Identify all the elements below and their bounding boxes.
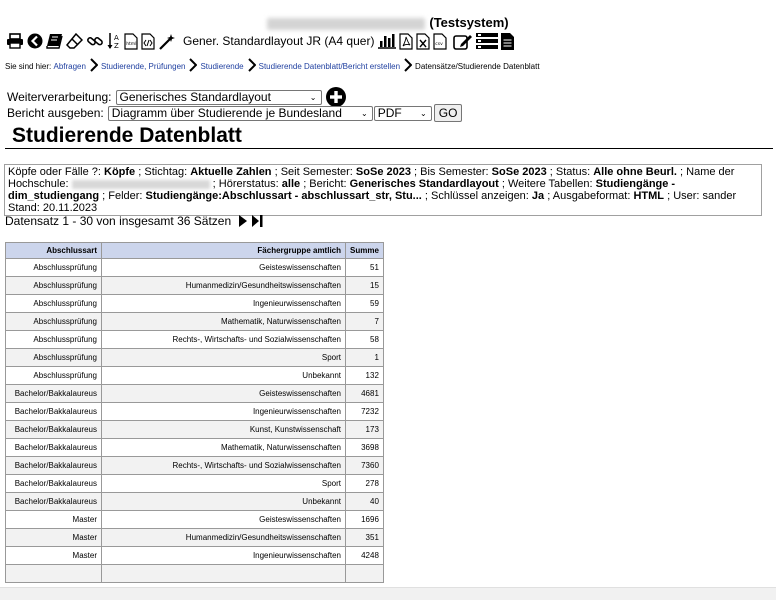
table-row — [6, 331, 384, 349]
breadcrumb — [5, 58, 540, 74]
cell-abschlussart: Abschlussprüfung — [6, 367, 102, 385]
filter-value: Aktuelle Zahlen — [190, 166, 272, 178]
record-count-text: Datensatz 1 - 30 von insgesamt 36 Sätzen — [5, 214, 232, 228]
svg-text:A: A — [114, 34, 119, 42]
cell-abschlussart: Abschlussprüfung — [6, 349, 102, 367]
toolbar — [6, 30, 517, 52]
cell-summe — [346, 565, 384, 583]
cell-abschlussart: Bachelor/Bakkalaureus — [6, 421, 102, 439]
print-icon[interactable] — [6, 33, 24, 49]
cell-faechergruppe: Geisteswissenschaften — [102, 511, 346, 529]
cell-faechergruppe: Ingenieurwissenschaften — [102, 403, 346, 421]
filter-label: ; Schlüssel anzeigen: — [424, 190, 529, 202]
institution-name-blurred — [267, 18, 425, 30]
layout-label: Gener. Standardlayout JR (A4 quer) — [183, 34, 375, 48]
cell-abschlussart: Bachelor/Bakkalaureus — [6, 475, 102, 493]
filter-label: ; Bis Semester: — [414, 166, 489, 178]
book-icon[interactable] — [46, 33, 63, 49]
cell-summe: 351 — [346, 529, 384, 547]
cell-abschlussart: Bachelor/Bakkalaureus — [6, 385, 102, 403]
cell-abschlussart: Bachelor/Bakkalaureus — [6, 493, 102, 511]
table-row — [6, 565, 384, 583]
chevron-right-icon — [404, 58, 412, 74]
cell-faechergruppe: Mathematik, Naturwissenschaften — [102, 439, 346, 457]
table-row — [6, 259, 384, 277]
cell-summe: 1696 — [346, 511, 384, 529]
chevron-right-icon — [90, 58, 98, 74]
cell-faechergruppe: Rechts-, Wirtschafts- und Sozialwissenschaften — [102, 457, 346, 475]
chevron-down-icon: ⌄ — [361, 108, 368, 118]
filter-user-stand: ; User: sander Stand: 20.11.2023 — [8, 190, 737, 214]
filter-value: SoSe 2023 — [355, 166, 411, 178]
title-divider — [5, 148, 773, 149]
bericht-label: Bericht ausgeben: — [7, 106, 104, 120]
filter-label: ; Stichtag: — [138, 166, 188, 178]
cell-summe: 15 — [346, 277, 384, 295]
cell-abschlussart: Bachelor/Bakkalaureus — [6, 439, 102, 457]
filter-value: Studiengänge - dim_studiengang — [8, 178, 676, 202]
cell-faechergruppe: Ingenieurwissenschaften — [102, 547, 346, 565]
cell-faechergruppe: Mathematik, Naturwissenschaften — [102, 313, 346, 331]
cell-summe: 132 — [346, 367, 384, 385]
sort-icon[interactable] — [107, 32, 121, 50]
filter-value: SoSe 2023 — [491, 166, 547, 178]
window-bottom-bar — [0, 587, 776, 600]
breadcrumb-link-studierende[interactable]: Studierende — [200, 61, 244, 71]
go-button[interactable]: GO — [434, 104, 463, 122]
document-icon[interactable] — [501, 33, 514, 50]
cell-abschlussart: Master — [6, 511, 102, 529]
svg-text:csv: csv — [435, 41, 444, 47]
cell-summe: 7360 — [346, 457, 384, 475]
cell-faechergruppe: Humanmedizin/Gesundheitswissenschaften — [102, 277, 346, 295]
cell-summe: 51 — [346, 259, 384, 277]
magic-wand-icon[interactable] — [158, 33, 176, 50]
cell-summe: 7 — [346, 313, 384, 331]
system-label: (Testsystem) — [429, 15, 509, 30]
filter-label: ; Seit Semester: — [274, 166, 353, 178]
filter-label: ; Name der Hochschule: — [8, 166, 735, 190]
page-title: Studierende Datenblatt — [12, 124, 242, 147]
cell-summe: 4681 — [346, 385, 384, 403]
table-row — [6, 313, 384, 331]
cell-abschlussart: Master — [6, 547, 102, 565]
cell-summe: 173 — [346, 421, 384, 439]
data-table — [5, 242, 384, 583]
table-row — [6, 475, 384, 493]
cell-summe: 7232 — [346, 403, 384, 421]
institution-name-blurred — [72, 180, 210, 189]
chevron-down-icon: ⌄ — [309, 92, 317, 102]
filter-label: ; Status: — [549, 166, 591, 178]
cell-abschlussart: Bachelor/Bakkalaureus — [6, 457, 102, 475]
chevron-right-icon — [248, 58, 256, 74]
cell-abschlussart: Bachelor/Bakkalaureus — [6, 403, 102, 421]
table-body — [6, 259, 384, 583]
svg-text:html: html — [126, 41, 137, 47]
table-row — [6, 511, 384, 529]
cell-faechergruppe: Unbekannt — [102, 367, 346, 385]
format-select-value: PDF — [377, 106, 402, 120]
cell-faechergruppe: Ingenieurwissenschaften — [102, 295, 346, 313]
filter-value: HTML — [633, 190, 665, 202]
breadcrumb-link-datenblatt-erstellen[interactable]: Studierende Datenblatt/Bericht erstellen — [258, 61, 401, 71]
cell-faechergruppe: Humanmedizin/Gesundheitswissenschaften — [102, 529, 346, 547]
excel-icon[interactable] — [416, 33, 430, 50]
format-select[interactable] — [374, 106, 432, 121]
table-row — [6, 547, 384, 565]
cell-summe: 4248 — [346, 547, 384, 565]
erase-icon[interactable] — [66, 33, 83, 50]
cell-abschlussart: Abschlussprüfung — [6, 331, 102, 349]
filter-label: ; Bericht: — [303, 178, 347, 190]
chevron-right-icon — [189, 58, 197, 74]
back-icon[interactable] — [27, 33, 43, 49]
last-page-icon[interactable] — [251, 214, 263, 228]
breadcrumb-link-studierende-pruefungen[interactable]: Studierende, Prüfungen — [100, 61, 186, 71]
bericht-select-value: Diagramm über Studierende je Bundesland — [111, 106, 342, 120]
cell-faechergruppe: Geisteswissenschaften — [102, 259, 346, 277]
cell-summe: 40 — [346, 493, 384, 511]
cell-faechergruppe: Sport — [102, 349, 346, 367]
table-row — [6, 403, 384, 421]
filter-label: ; Hörerstatus: — [212, 178, 279, 190]
cell-faechergruppe: Rechts-, Wirtschafts- und Sozialwissenschaften — [102, 331, 346, 349]
filter-value: Alle ohne Beurl. — [593, 166, 677, 178]
filter-value: Köpfe — [104, 166, 136, 178]
record-info — [5, 214, 263, 228]
weiterverarbeitung-label: Weiterverarbeitung: — [7, 90, 112, 104]
bericht-select[interactable] — [108, 106, 373, 121]
table-row — [6, 439, 384, 457]
cell-abschlussart: Abschlussprüfung — [6, 259, 102, 277]
table-row — [6, 385, 384, 403]
filter-value: Ja — [531, 190, 545, 202]
table-row — [6, 295, 384, 313]
cell-faechergruppe: Unbekannt — [102, 493, 346, 511]
html-export-icon[interactable] — [124, 33, 138, 50]
cell-abschlussart: Abschlussprüfung — [6, 295, 102, 313]
cell-abschlussart — [6, 565, 102, 583]
breadcrumb-current: Datensätze/Studierende Datenblatt — [415, 61, 540, 71]
filter-label: Köpfe oder Fälle ?: — [8, 166, 101, 178]
xml-export-icon[interactable] — [141, 33, 155, 50]
cell-faechergruppe: Sport — [102, 475, 346, 493]
filter-value: Studiengänge:Abschlussart - abschlussart_str, Stu... — [145, 190, 422, 202]
cell-summe: 59 — [346, 295, 384, 313]
next-page-icon[interactable] — [238, 214, 248, 228]
chevron-down-icon: ⌄ — [420, 108, 427, 118]
table-row — [6, 349, 384, 367]
table-layout-icon[interactable] — [476, 33, 498, 49]
page-header — [0, 15, 776, 30]
weiterverarbeitung-select[interactable] — [116, 90, 322, 105]
cell-abschlussart: Abschlussprüfung — [6, 313, 102, 331]
bar-chart-icon[interactable] — [378, 33, 396, 49]
cell-summe: 278 — [346, 475, 384, 493]
cell-summe: 58 — [346, 331, 384, 349]
cell-faechergruppe — [102, 565, 346, 583]
filter-value: alle — [281, 178, 301, 190]
column-header-faechergruppe[interactable]: Fächergruppe amtlich — [102, 243, 346, 259]
link-icon[interactable] — [86, 33, 104, 50]
table-header-row — [6, 243, 384, 259]
breadcrumb-link-abfragen[interactable]: Abfragen — [53, 61, 86, 71]
cell-summe: 3698 — [346, 439, 384, 457]
bericht-row — [7, 104, 462, 122]
weiterverarbeitung-select-value: Generisches Standardlayout — [119, 90, 271, 104]
table-row — [6, 457, 384, 475]
table-row — [6, 277, 384, 295]
cell-abschlussart: Master — [6, 529, 102, 547]
edit-icon[interactable] — [453, 33, 473, 50]
column-header-abschlussart[interactable]: Abschlussart — [6, 243, 102, 259]
table-row — [6, 529, 384, 547]
pdf-icon[interactable] — [399, 33, 413, 50]
filter-label: ; Felder: — [102, 190, 143, 202]
svg-text:Z: Z — [114, 42, 119, 50]
csv-icon[interactable] — [433, 33, 447, 50]
column-header-summe[interactable]: Summe — [346, 243, 384, 259]
cell-faechergruppe: Geisteswissenschaften — [102, 385, 346, 403]
filter-value: Generisches Standardlayout — [349, 178, 499, 190]
cell-summe: 1 — [346, 349, 384, 367]
cell-abschlussart: Abschlussprüfung — [6, 277, 102, 295]
cell-faechergruppe: Kunst, Kunstwissenschaft — [102, 421, 346, 439]
table-row — [6, 367, 384, 385]
breadcrumb-prefix: Sie sind hier: — [5, 61, 52, 71]
table-row — [6, 421, 384, 439]
filter-label: ; Weitere Tabellen: — [501, 178, 593, 190]
table-row — [6, 493, 384, 511]
filter-summary — [4, 164, 762, 216]
filter-label: ; Ausgabeformat: — [547, 190, 631, 202]
